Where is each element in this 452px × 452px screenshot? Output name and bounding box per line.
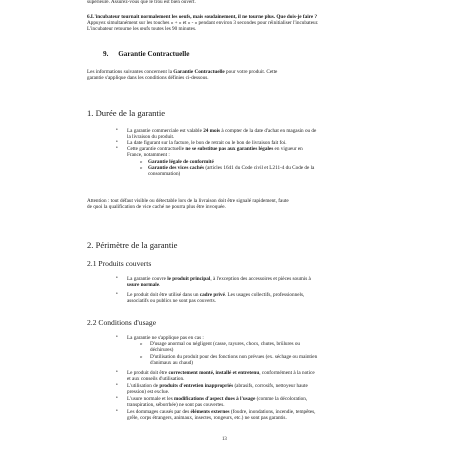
usage-bullet-3-line2: pression) est exclue. [127, 389, 170, 395]
produits-couverts-heading: 2.1 Produits couverts [87, 259, 152, 268]
usage-sub-2-line2: d'animaux au chaud) [150, 360, 193, 366]
conditions-usage-heading: 2.2 Conditions d'usage [87, 318, 157, 327]
usage-bullet-1: La garantie ne s'applique pas en cas : [127, 335, 204, 341]
carryover-line: supérieure. Assurez-vous que le trou est bien ouvert. [87, 0, 196, 5]
duree-attention-line1: Attention : tout défaut visible ou détectable lors de la livraison doit être signalé rapidement, faute [87, 198, 289, 204]
section-9-intro-line1: Les informations suivantes concernent la Garantie Contractuelle pour votre produit. Cette [87, 69, 278, 75]
perimetre-heading: 2. Périmètre de la garantie [87, 240, 178, 250]
duree-sub-2-line2: consommation) [148, 171, 181, 177]
sub-bullet-icon: o [140, 165, 143, 170]
usage-bullet-5-line2: grêle, corps étrangers, animaux, insectes, rongeurs, etc.) ne sont pas garantis. [127, 415, 287, 421]
couverts-bullet-1-line2: usure normale. [127, 282, 161, 288]
section-9-intro-line2: garantie s'applique dans les conditions définies ci-dessous. [87, 75, 209, 81]
usage-bullet-4-line2: transpiration, séborrhée) ne sont pas couvertes. [127, 402, 225, 408]
section-9-number: 9. [103, 50, 109, 58]
faq-answer-6-line1: Appuyez simultanément sur les touches « + » et « - » pendant environ 3 secondes pour réinitialiser l'incubateur. [87, 20, 319, 26]
bullet-icon: • [116, 396, 118, 401]
usage-sub-2-line1: D'utilisation du produit pour des fonctions non prévues (ex. séchage ou maintien [150, 354, 318, 360]
couverts-bullet-2-line2: associatifs ou publics ne sont pas couverts. [127, 298, 216, 304]
duree-bullet-1-line2: la livraison du produit. [127, 134, 175, 140]
sub-bullet-icon: o [140, 354, 143, 359]
usage-bullet-2-line2: et aux conseils d'utilisation. [127, 376, 185, 382]
duree-heading: 1. Durée de la garantie [87, 108, 166, 118]
couverts-bullet-2-line1: Le produit doit être utilisé dans un cadre privé. Les usages collectifs, professionnels, [127, 292, 305, 298]
duree-sub-2-line1: Garantie des vices cachés (articles 1641 du Code civil et L211-4 du Code de la [148, 165, 315, 171]
sub-bullet-icon: o [140, 341, 143, 346]
bullet-icon: • [116, 292, 118, 297]
bullet-icon: • [116, 128, 118, 133]
page-number: 13 [222, 437, 227, 442]
usage-sub-1-line2: déchirures) [150, 347, 174, 353]
couverts-bullet-1-line1: La garantie couvre le produit principal, à l'exception des accessoires et pièces soumis à [127, 276, 311, 282]
bullet-icon: • [116, 146, 118, 151]
bullet-icon: • [116, 140, 118, 145]
bullet-icon: • [116, 370, 118, 375]
bullet-icon: • [116, 276, 118, 281]
faq-question-6: 6.L'incubateur tournait normalement les oeufs, mais soudainement, il ne tourne plus. Que dois-je faire ? [87, 14, 318, 20]
usage-bullet-4-line1: L'usure normale et les modifications d'aspect dues à l'usage (comme la décoloration, [127, 396, 308, 402]
section-9-heading [103, 50, 189, 58]
usage-bullet-3-line1: L'utilisation de produits d'entretien inappropriés (abrasifs, corrosifs, nettoyeur haute [127, 383, 308, 389]
duree-sub-1: Garantie légale de conformité [148, 159, 214, 165]
duree-bullet-1-line1: La garantie commerciale est valable 24 mois à compter de la date d'achat en magasin ou de [127, 128, 317, 134]
duree-attention-line2: de quoi la qualification de vice caché ne pourra plus être invoquée. [87, 204, 226, 210]
faq-answer-6-line2: L'incubateur retourne les œufs toutes les 90 minutes. [87, 26, 197, 32]
bullet-icon: • [116, 335, 118, 340]
usage-bullet-2-line1: Le produit doit être correctement monté, installé et entretenu, conformément à la notice [127, 370, 315, 376]
duree-bullet-2: La date figurant sur la facture, le bon de retrait ou le bon de livraison fait foi. [127, 140, 287, 146]
duree-bullet-3-line1: Cette garantie contractuelle ne se substitue pas aux garanties légales en vigueur en [127, 146, 303, 152]
duree-bullet-3-line2: France, notamment : [127, 152, 170, 158]
bullet-icon: • [116, 409, 118, 414]
bullet-icon: • [116, 383, 118, 388]
section-9-title: Garantie Contractuelle [118, 50, 190, 58]
usage-sub-1-line1: D'usage anormal ou négligent (casse, rayures, chocs, chutes, brûlures ou [150, 341, 301, 347]
sub-bullet-icon: o [140, 159, 143, 164]
usage-bullet-5-line1: Les dommages causés par des éléments externes (foudre, inondations, incendie, tempêtes, [127, 409, 316, 415]
